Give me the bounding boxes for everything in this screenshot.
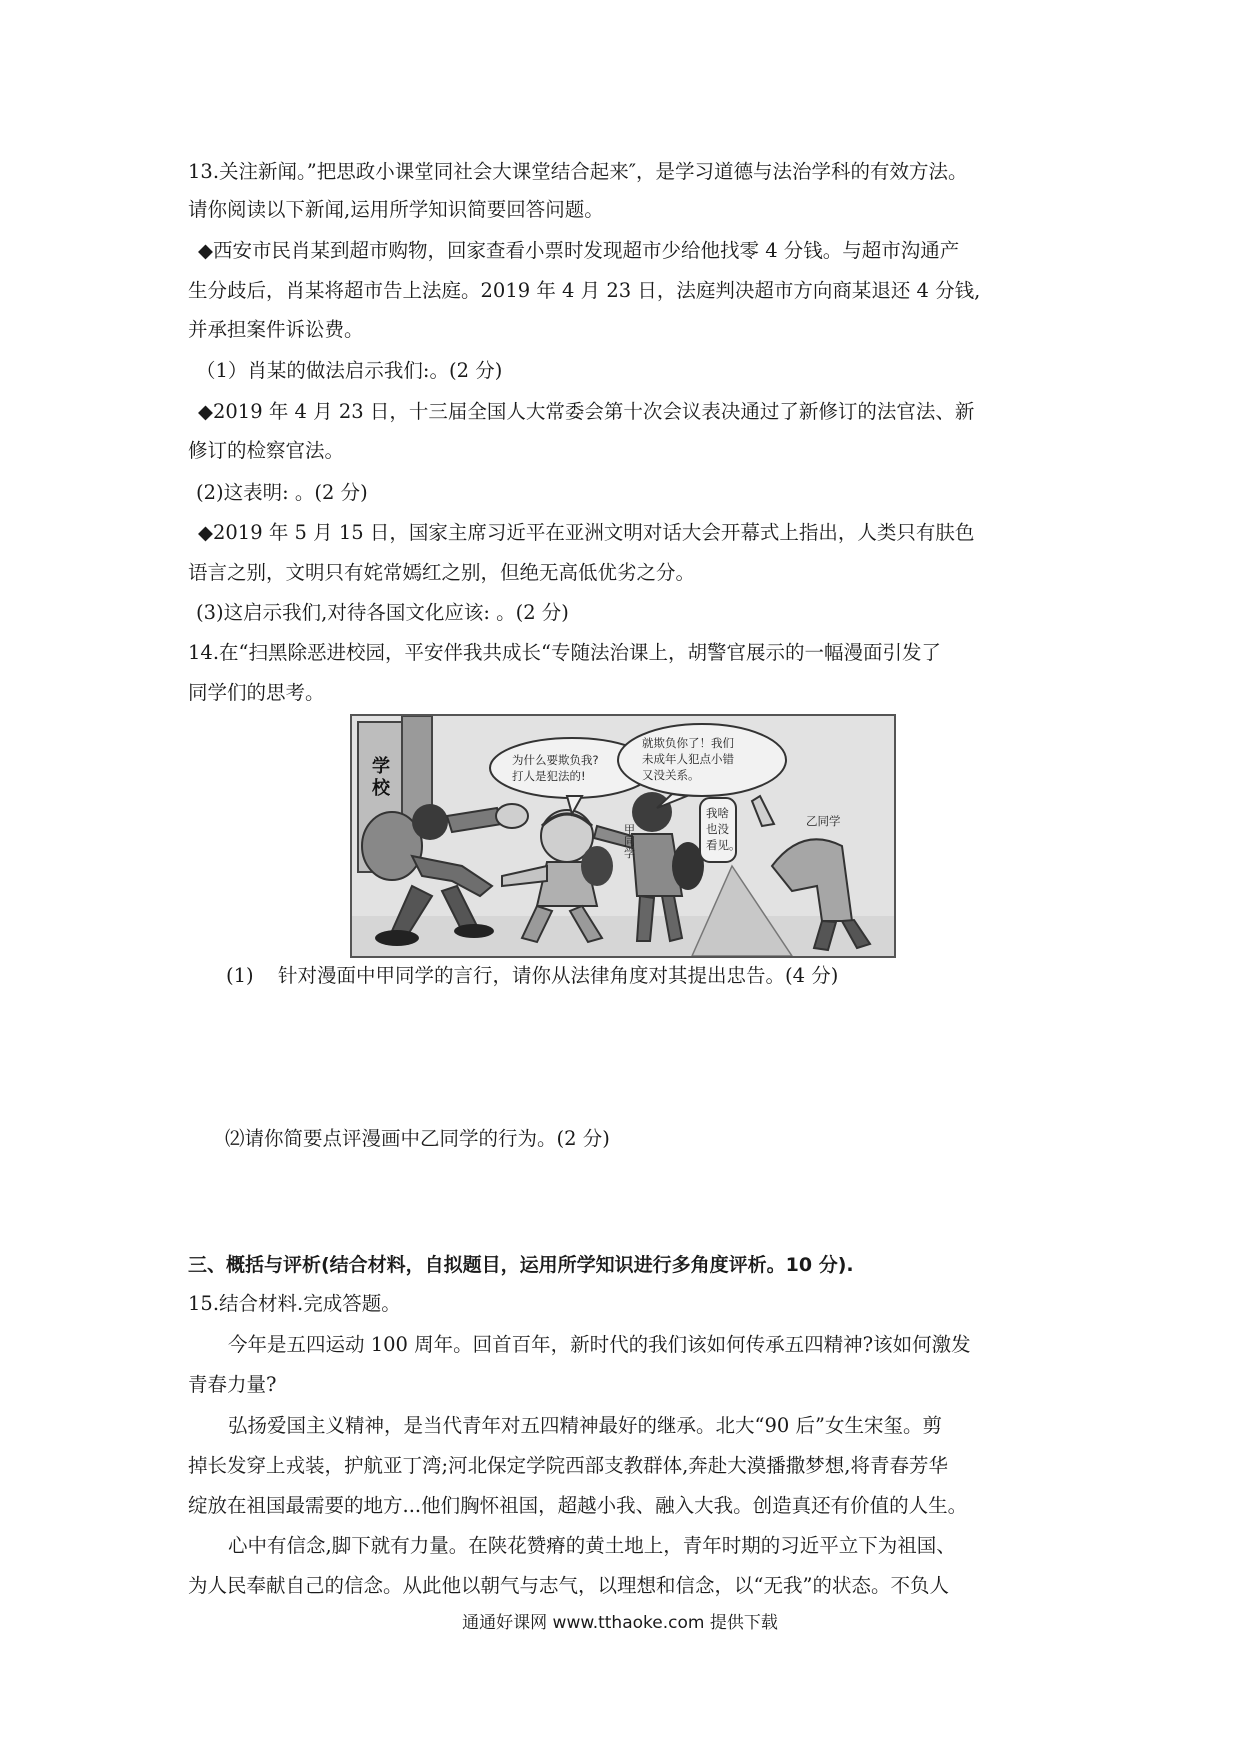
q13-news1-line-1: ◆西安市民肖某到超市购物，回家查看小票时发现超市少给他找零 4 分钱。与超市沟通产 [198, 239, 960, 262]
q13-news1-line-3: 并承担案件诉讼费。 [188, 318, 364, 341]
q13-sub-question-3: (3)这启示我们,对待各国文化应该: 。(2 分) [196, 601, 569, 624]
q15-para1-line-1: 今年是五四运动 100 周年。回首百年，新时代的我们该如何传承五四精神?该如何激发 [228, 1333, 971, 1356]
q13-news2-line-2: 修订的检察官法。 [188, 439, 345, 462]
q13-news3-line-1: ◆2019 年 5 月 15 日，国家主席习近平在亚洲文明对话大会开幕式上指出，人类只有肤色 [198, 521, 975, 544]
q14-sub-question-1: 针对漫面中甲同学的言行，请你从法律角度对其提出忠告。(4 分) [278, 964, 839, 987]
page-footer: 通通好课网 www.tthaoke.com 提供下载 [462, 1613, 778, 1633]
section-3-heading: 三、概括与评析(结合材料，自拟题目，运用所学知识进行多角度评析。10 分). [188, 1254, 854, 1276]
q15-para3-line-2: 为人民奉献自己的信念。从此他以朝气与志气，以理想和信念，以“无我”的状态。不负人 [188, 1574, 949, 1597]
label-jia-student: 甲同学 [624, 823, 635, 860]
label-yi-student: 乙同学 [806, 814, 841, 828]
q14-line-1: 14.在“扫黑除恶进校园，平安伴我共成长“专随法治课上，胡警官展示的一幅漫面引发了 [188, 641, 941, 664]
jia-bubble-line-1: 就欺负你了！我们 [642, 736, 734, 750]
victim-bubble-line-1: 为什么要欺负我? [512, 753, 599, 767]
q13-news3-line-2: 语言之别，文明只有姹常嫣红之别，但绝无高低优劣之分。 [188, 561, 696, 584]
q13-news1-line-2: 生分歧后，肖某将超市告上法庭。2019 年 4 月 23 日，法庭判决超市方向商某退还 4 分钱, [188, 279, 981, 302]
q13-sub-question-2: (2)这表明: 。(2 分) [196, 481, 368, 504]
q13-news2-line-1: ◆2019 年 4 月 23 日，十三届全国人大常委会第十次会议表决通过了新修订的法官法、新 [198, 400, 975, 423]
cartoon-illustration [350, 714, 896, 958]
q15-para3-line-1: 心中有信念,脚下就有力量。在陕花赞瘠的黄土地上，青年时期的习近平立下为祖国、 [228, 1534, 956, 1557]
cartoon-drawing [352, 716, 894, 956]
q14-line-2: 同学们的思考。 [188, 681, 325, 704]
q14-sub-1-number: (1) [226, 964, 254, 987]
yi-bubble-line-3: 看见。 [706, 838, 741, 852]
q15-para2-line-2: 掉长发穿上戎装，护航亚丁湾;河北保定学院西部支教群体,奔赴大漠播撒梦想,将青春芳华 [188, 1454, 948, 1477]
victim-bubble-line-2: 打人是犯法的! [512, 769, 586, 783]
yi-bubble-line-1: 我啥 [706, 806, 729, 820]
q15-para1-line-2: 青春力量? [188, 1373, 277, 1396]
yi-bubble-line-2: 也没 [706, 822, 729, 836]
q13-sub-question-1: （1）肖某的做法启示我们:。(2 分) [196, 359, 503, 382]
q15-line-1: 15.结合材料.完成答题。 [188, 1292, 401, 1315]
q15-para2-line-1: 弘扬爱国主义精神，是当代青年对五四精神最好的继承。北大“90 后”女生宋玺。剪 [228, 1414, 942, 1437]
jia-bubble-line-3: 又没关系。 [642, 768, 700, 782]
jia-bubble-line-2: 未成年人犯点小错 [642, 752, 734, 766]
q15-para2-line-3: 绽放在祖国最需要的地方...他们胸怀祖国，超越小我、融入大我。创造真还有价值的人生。 [188, 1494, 968, 1517]
school-sign: 学校 [372, 756, 390, 799]
q13-line-1: 13.关注新闻。”把思政小课堂同社会大课堂结合起来″，是学习道德与法治学科的有效方法。 [188, 160, 968, 183]
q13-line-2: 请你阅读以下新闻,运用所学知识简要回答问题。 [188, 198, 604, 221]
q14-sub-question-2: ⑵请你简要点评漫画中乙同学的行为。(2 分) [225, 1127, 610, 1150]
